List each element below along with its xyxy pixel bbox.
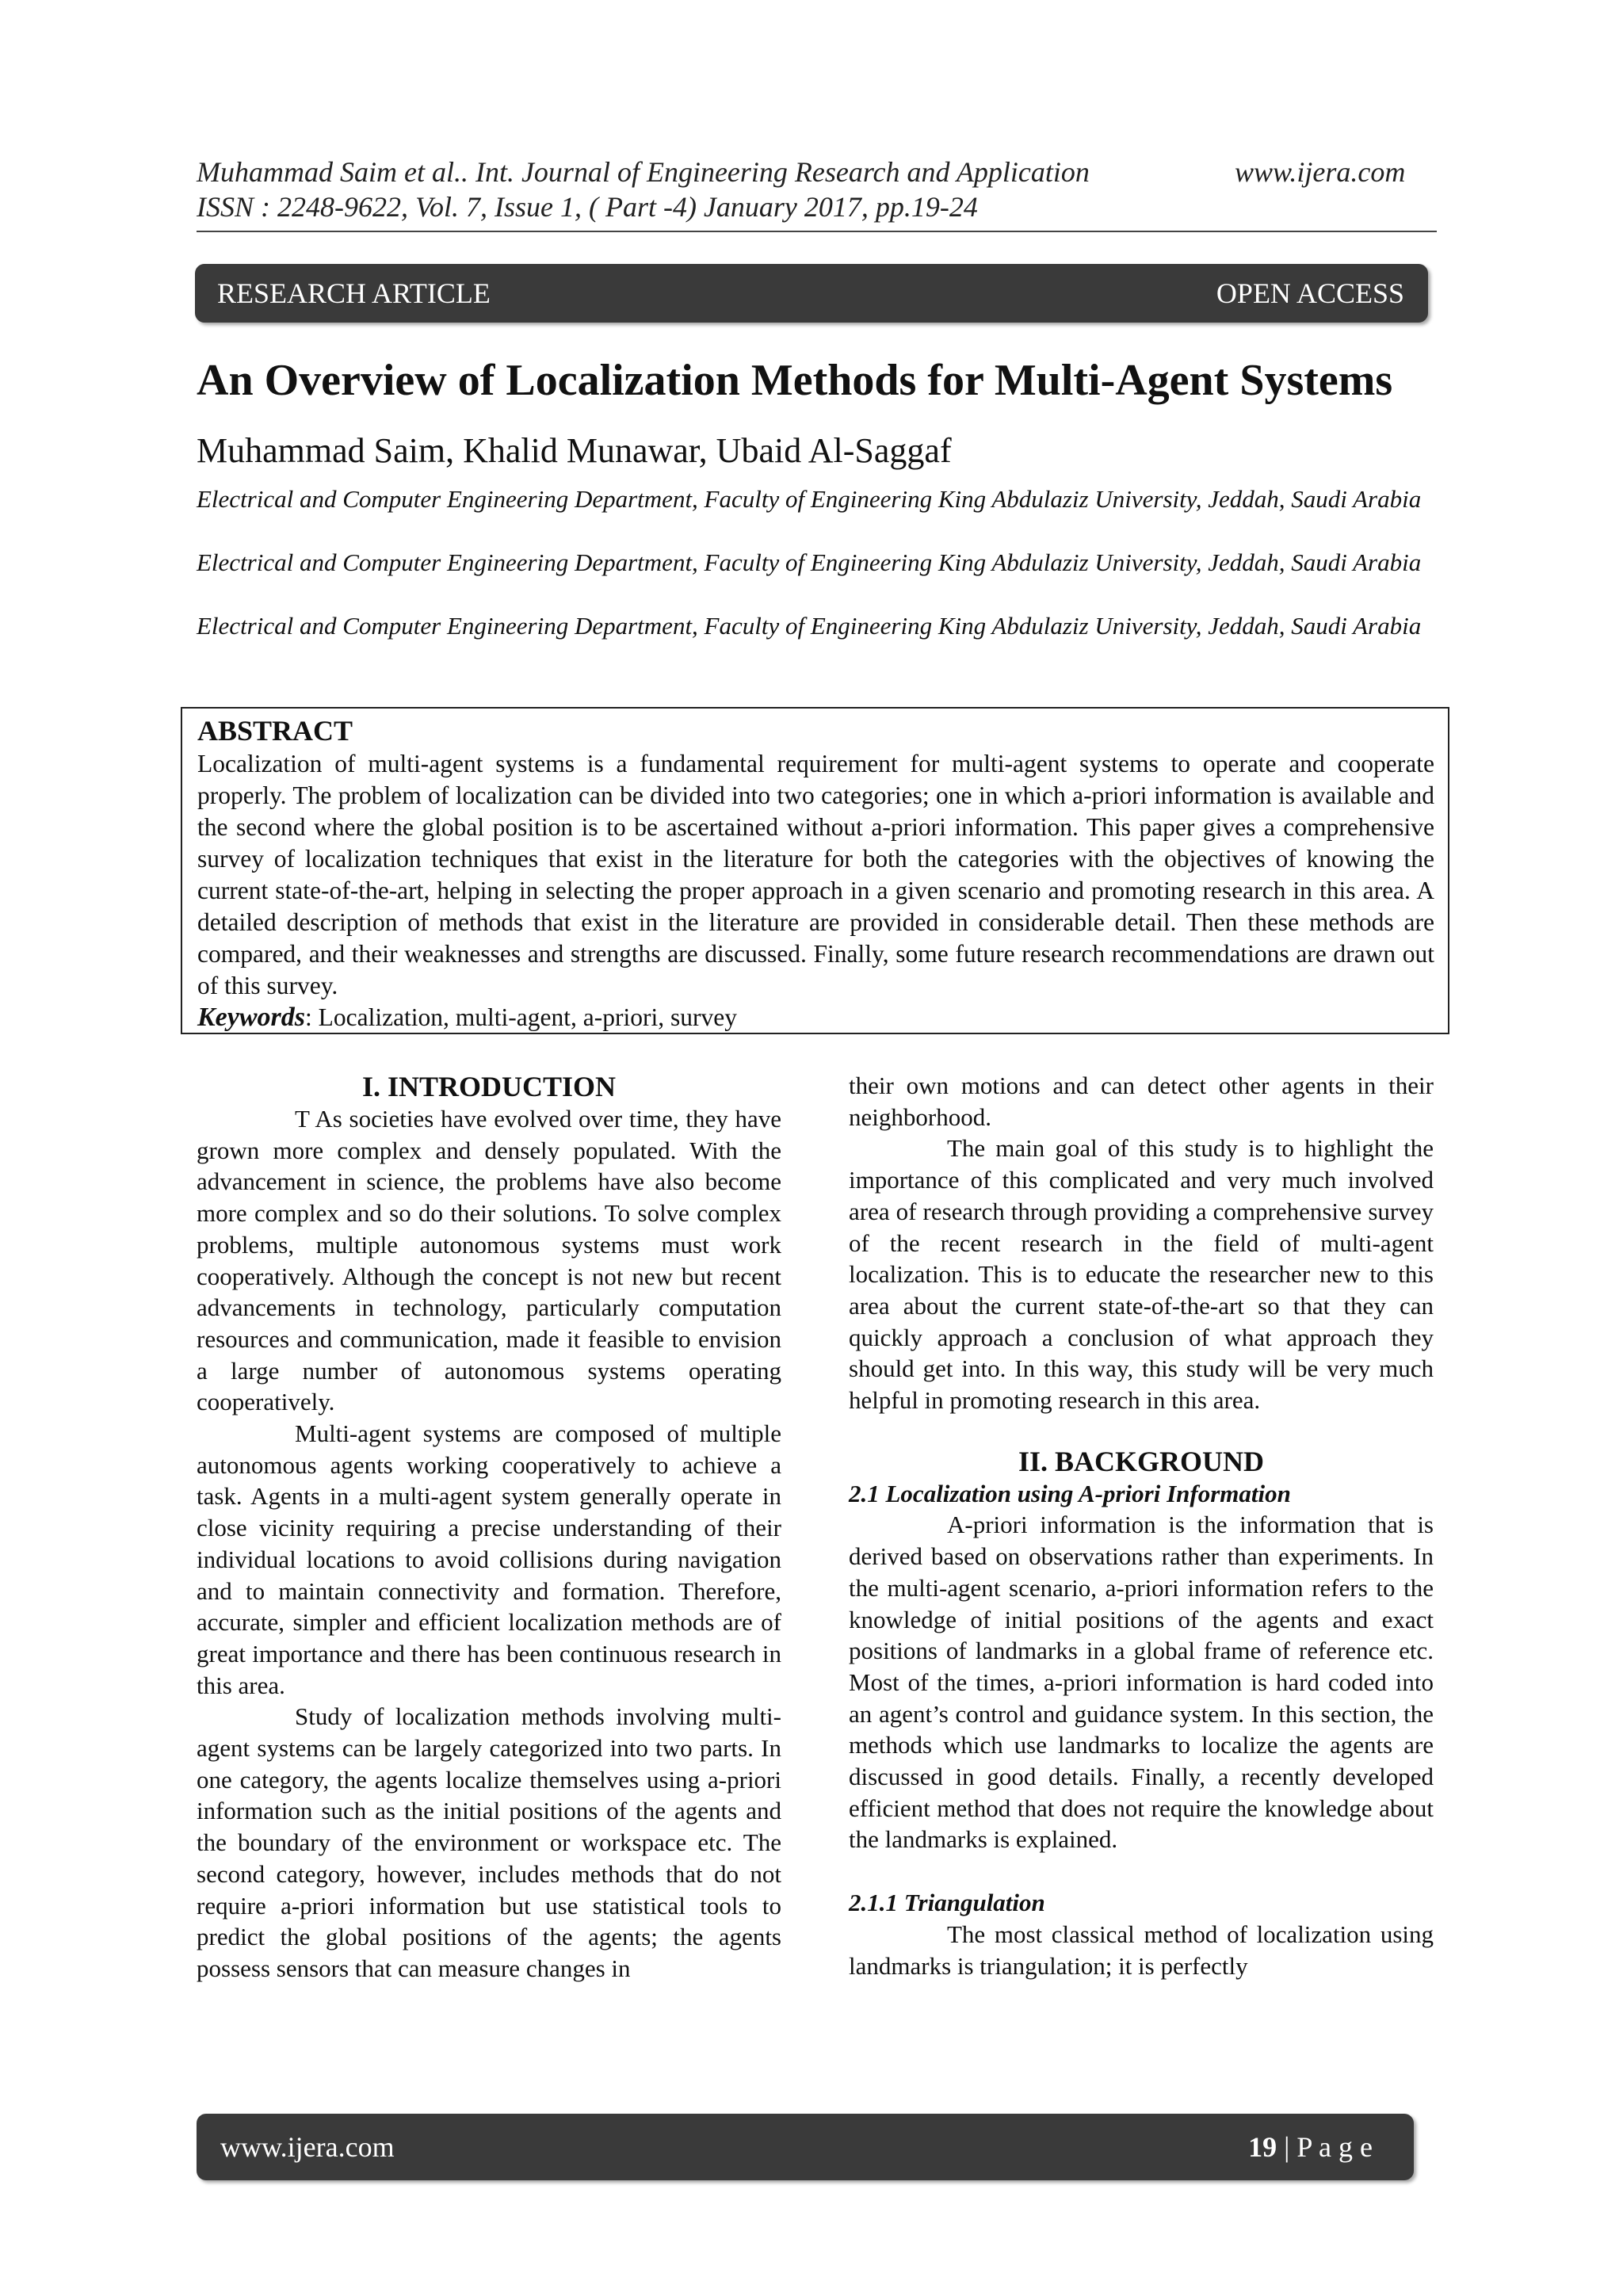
header-rule bbox=[197, 231, 1437, 232]
author-list: Muhammad Saim, Khalid Munawar, Ubaid Al-Saggaf bbox=[197, 431, 952, 470]
issn-line: ISSN : 2248-9622, Vol. 7, Issue 1, ( Part -4) January 2017, pp.19-24 bbox=[197, 191, 978, 223]
abstract-text: Localization of multi-agent systems is a fundamental requirement for multi-agent systems to operate and cooperate properly. The problem of localization can be divided into two categories; one in which a-priori information is available and the second where the global position is to be ascertained without a-priori information. This paper gives a comprehensive survey of localization techniques that exist in the literature for both the categories with the objectives of knowing the current state-of-the-art, helping in selecting the proper approach in a given scenario and promoting research in this area. A detailed description of methods that exist in the literature are provided in considerable detail. Then these methods are compared, and their weaknesses and strengths are discussed. Finally, some future research recommendations are drawn out of this survey. bbox=[197, 750, 1434, 999]
intro-paragraph-3-continued: their own motions and can detect other agents in their neighborhood. bbox=[849, 1072, 1434, 1131]
open-access-label: OPEN ACCESS bbox=[1216, 277, 1404, 309]
affiliation-1: Electrical and Computer Engineering Department, Faculty of Engineering King Abdulaziz University, Jeddah, Saudi Arabia bbox=[197, 485, 1422, 513]
article-type-label: RESEARCH ARTICLE bbox=[217, 277, 491, 309]
keywords-line bbox=[197, 1002, 1434, 1033]
right-column bbox=[849, 1070, 1434, 1981]
background-heading: II. BACKGROUND bbox=[1018, 1445, 1265, 1477]
footer-page-info bbox=[1248, 2130, 1373, 2164]
page-number: 19 bbox=[1248, 2131, 1277, 2163]
header-website: www.ijera.com bbox=[1235, 156, 1406, 188]
intro-paragraph-4: The main goal of this study is to highlight the importance of this complicated and very much involved area of research through providing a comprehensive survey of the recent research in the field of multi-agent localization. This is to educate the researcher new to this area about the current state-of-the-art so that they can quickly approach a conclusion of what approach they should get into. In this way, this study will be very much helpful in promoting research in this area. bbox=[849, 1134, 1434, 1415]
subsection-2-1-1-heading: 2.1.1 Triangulation bbox=[849, 1889, 1045, 1917]
abstract-box bbox=[181, 707, 1449, 1034]
keywords-text: : Localization, multi-agent, a-priori, survey bbox=[305, 1003, 737, 1031]
triangulation-paragraph-1: The most classical method of localization using landmarks is triangulation; it is perfectly bbox=[849, 1920, 1434, 1980]
paper-title: An Overview of Localization Methods for Multi-Agent Systems bbox=[197, 356, 1393, 405]
affiliation-2: Electrical and Computer Engineering Department, Faculty of Engineering King Abdulaziz University, Jeddah, Saudi Arabia bbox=[197, 548, 1422, 576]
intro-heading: I. INTRODUCTION bbox=[361, 1071, 617, 1102]
keywords-label: Keywords bbox=[197, 1003, 305, 1032]
footer-website: www.ijera.com bbox=[220, 2131, 395, 2163]
page-label: | P a g e bbox=[1277, 2131, 1373, 2163]
affiliation-3: Electrical and Computer Engineering Department, Faculty of Engineering King Abdulaziz University, Jeddah, Saudi Arabia bbox=[197, 612, 1422, 640]
subsection-2-1-heading: 2.1 Localization using A-priori Information bbox=[849, 1479, 1291, 1507]
intro-paragraph-2: Multi-agent systems are composed of multiple autonomous agents working cooperatively to achieve a task. Agents in a multi-agent system generally operate in close vicinity requiring a precise understanding of their individual locations to avoid collisions during navigation and to maintain connectivity and formation. Therefore, accurate, simpler and efficient localization methods are of great importance and there has been continuous research in this area. bbox=[197, 1419, 781, 1699]
intro-paragraph-1: T As societies have evolved over time, they have grown more complex and densely populated. With the advancement in science, the problems have also become more complex and so do their solutions. To solve complex problems, multiple autonomous systems must work cooperatively. Although the concept is not new but recent advancements in technology, particularly computation resources and communication, made it feasible to envision a large number of autonomous systems operating cooperatively. bbox=[197, 1105, 781, 1416]
abstract-heading: ABSTRACT bbox=[197, 715, 353, 747]
intro-paragraph-3: Study of localization methods involving multi-agent systems can be largely categorized into two parts. In one category, the agents localize themselves using a-priori information such as the initial positions of the agents and the boundary of the environment or workspace etc. The second category, however, includes methods that do not require a-priori information but use statistical tools to predict the global positions of the agents; the agents possess sensors that can measure changes in bbox=[197, 1702, 781, 1982]
article-banner bbox=[195, 264, 1428, 323]
background-paragraph-1: A-priori information is the information that is derived based on observations rather than experiments. In the multi-agent scenario, a-priori information refers to the knowledge of initial positions of the agents and exact positions of landmarks in a global frame of reference etc. Most of the times, a-priori information is hard coded into an agent’s control and guidance system. In this section, the methods which use landmarks to localize the agents are discussed in good details. Finally, a recently developed efficient method that does not require the knowledge about the landmarks is explained. bbox=[849, 1511, 1434, 1854]
journal-line: Muhammad Saim et al.. Int. Journal of Engineering Research and Application bbox=[197, 156, 1090, 188]
left-column bbox=[197, 1070, 781, 1985]
footer-bar bbox=[197, 2114, 1414, 2180]
